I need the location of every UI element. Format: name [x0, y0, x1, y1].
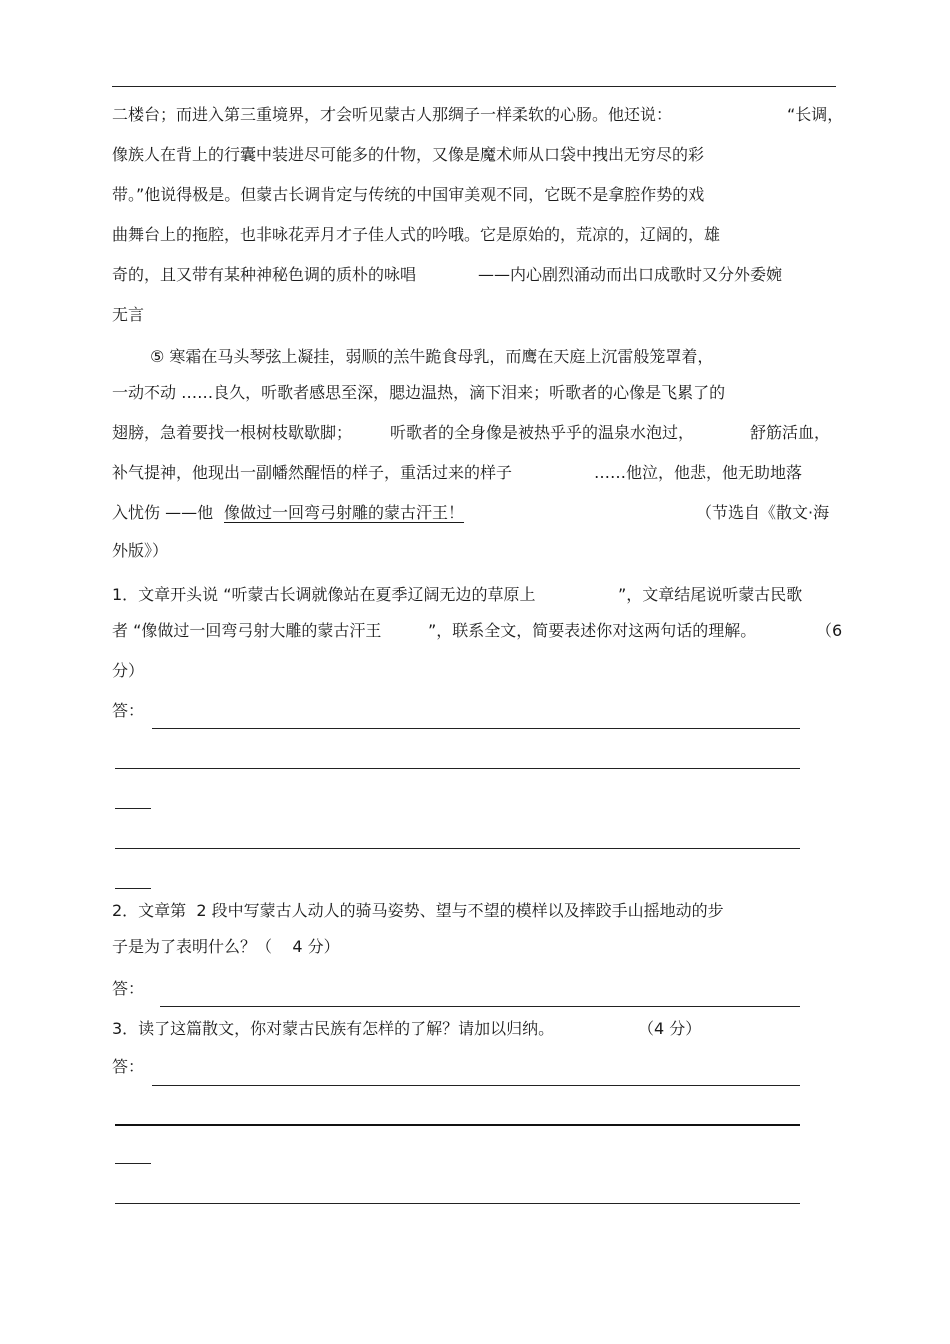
- text-line: 带。”他说得极是。但蒙古长调肯定与传统的中国审美观不同，它既不是拿腔作势的戏: [112, 185, 705, 204]
- underlined-quote: 像做过一回弯弓射雕的蒙古汗王！: [224, 503, 465, 522]
- text-line: （6: [816, 621, 843, 640]
- text-line: （节选自《散文·海: [696, 503, 830, 522]
- text-line: 2．文章第 2 段中写蒙古人动人的骑马姿势、望与不望的模样以及摔跤手山摇地动的步: [112, 901, 724, 920]
- header-rule: [112, 86, 836, 87]
- answer-line[interactable]: [160, 1006, 800, 1007]
- text-line: 一动不动 ……良久，听歌者感思至深，腮边温热，滴下泪来；听歌者的心像是飞累了的: [112, 383, 726, 402]
- text-line: 分）: [112, 661, 145, 680]
- answer-line[interactable]: [152, 1085, 800, 1086]
- text-line: ——内心剧烈涌动而出口成歌时又分外委婉: [478, 265, 783, 284]
- answer-line[interactable]: [115, 1203, 800, 1204]
- text-line: 听歌者的全身像是被热乎乎的温泉水泡过，: [390, 423, 695, 442]
- answer-line[interactable]: [115, 848, 800, 849]
- text-line: 者 “像做过一回弯弓射大雕的蒙古汗王: [112, 621, 382, 640]
- text-line: ”，联系全文，简要表述你对这两句话的理解。: [428, 621, 757, 640]
- text-line: 入忧伤 ——他: [112, 503, 214, 522]
- text-line: “长调，: [787, 105, 844, 124]
- text-line: 答：: [112, 979, 145, 998]
- text-line: 3．读了这篇散文，你对蒙古民族有怎样的了解？请加以归纳。: [112, 1019, 555, 1038]
- text-line: 无言: [112, 305, 145, 324]
- answer-line[interactable]: [115, 1124, 800, 1126]
- answer-line-end: [115, 808, 151, 809]
- text-line: 像族人在背上的行囊中装进尽可能多的什物，又像是魔术师从口袋中拽出无穷尽的彩: [112, 145, 705, 164]
- answer-line[interactable]: [115, 768, 800, 769]
- text-line: 补气提神，他现出一副幡然醒悟的样子，重活过来的样子: [112, 463, 513, 482]
- answer-line-end: [115, 1163, 151, 1164]
- text-line: 外版》）: [112, 541, 169, 560]
- text-line: 舒筋活血，: [750, 423, 831, 442]
- answer-line-end: [115, 888, 151, 889]
- text-line: 奇的，且又带有某种神秘色调的质朴的咏唱: [112, 265, 417, 284]
- text-line: 答：: [112, 1057, 145, 1076]
- text-line: （4 分）: [638, 1019, 702, 1038]
- answer-line[interactable]: [152, 728, 800, 729]
- text-line: 二楼台；而进入第三重境界，才会听见蒙古人那绸子一样柔软的心肠。他还说：: [112, 105, 673, 124]
- text-line: ”，文章结尾说听蒙古民歌: [618, 585, 803, 604]
- text-line: ……他泣，他悲，他无助地落: [594, 463, 803, 482]
- text-line: 翅膀，急着要找一根树枝歇歇脚；: [112, 423, 353, 442]
- text-line: ⑤ 寒霜在马头琴弦上凝挂，弱顺的羔牛跪食母乳，而鹰在天庭上沉雷般笼罩着，: [150, 347, 714, 366]
- text-line: 子是为了表明什么？（ 4 分）: [112, 937, 340, 956]
- text-line: 1．文章开头说 “听蒙古长调就像站在夏季辽阔无边的草原上: [112, 585, 536, 604]
- text-line: 答：: [112, 701, 145, 720]
- text-line: 曲舞台上的拖腔，也非咏花弄月才子佳人式的吟哦。它是原始的，荒凉的，辽阔的，雄: [112, 225, 721, 244]
